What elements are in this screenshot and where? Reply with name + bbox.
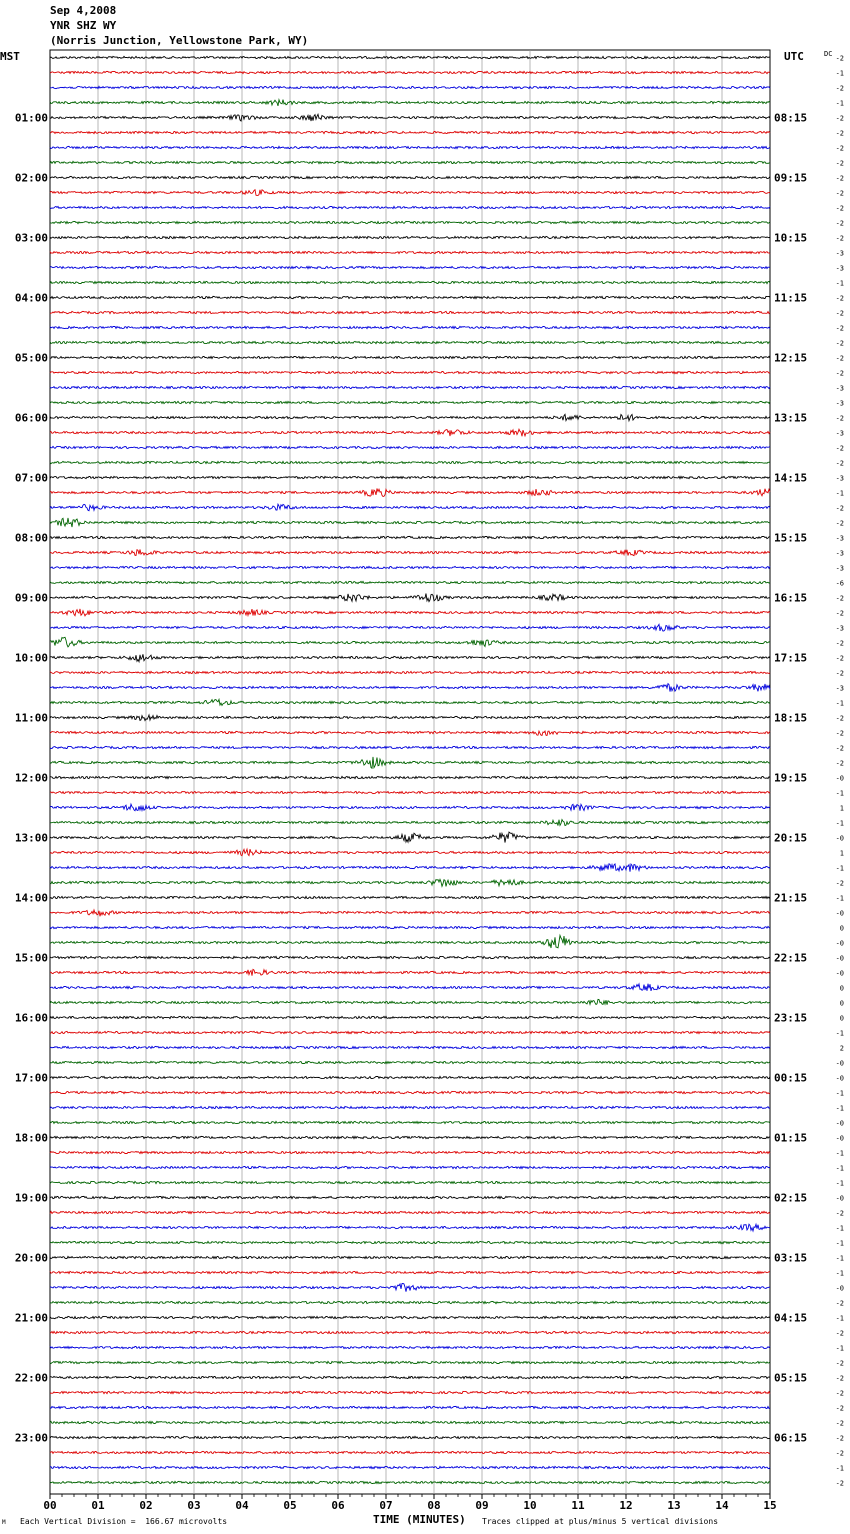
dc-offset-value: -0 bbox=[835, 1119, 844, 1128]
trace-line-29 bbox=[50, 489, 770, 497]
dc-offset-value: -0 bbox=[835, 954, 844, 963]
dc-offset-value: -2 bbox=[835, 129, 844, 138]
dc-offset-value: -1 bbox=[835, 1269, 844, 1278]
dc-offset-value: -2 bbox=[835, 1434, 844, 1443]
dc-offset-value: -0 bbox=[835, 774, 844, 783]
left-timezone-label: MST bbox=[0, 50, 20, 63]
trace-line-41 bbox=[50, 671, 770, 673]
dc-offset-value: -3 bbox=[835, 264, 844, 273]
trace-line-78 bbox=[50, 1224, 770, 1231]
trace-line-58 bbox=[50, 926, 770, 928]
x-tick-label: 05 bbox=[283, 1499, 297, 1512]
trace-line-13 bbox=[50, 251, 770, 253]
dc-offset-value: -1 bbox=[835, 864, 844, 873]
dc-offset-value: -3 bbox=[835, 399, 844, 408]
right-hour-label: 12:15 bbox=[774, 351, 808, 365]
trace-line-31 bbox=[50, 518, 770, 527]
trace-line-46 bbox=[50, 746, 770, 748]
trace-line-30 bbox=[50, 504, 770, 511]
trace-line-62 bbox=[50, 984, 770, 991]
trace-line-75 bbox=[50, 1181, 770, 1183]
scale-note: Each Vertical Division = 166.67 microvolts bbox=[20, 1517, 228, 1526]
left-hour-label: 20:00 bbox=[14, 1251, 48, 1265]
dc-offset-value: -0 bbox=[835, 1074, 844, 1083]
dc-offset-value: -2 bbox=[835, 174, 844, 183]
trace-line-95 bbox=[50, 1481, 770, 1483]
dc-offset-value: -3 bbox=[835, 684, 844, 693]
station-code: YNR SHZ WY bbox=[50, 19, 117, 32]
dc-offset-value: -1 bbox=[835, 1149, 844, 1158]
dc-offset-value: 0 bbox=[839, 924, 844, 933]
trace-line-72 bbox=[50, 1136, 770, 1138]
trace-line-52 bbox=[50, 832, 770, 843]
right-hour-label: 06:15 bbox=[774, 1431, 808, 1445]
trace-line-68 bbox=[50, 1076, 770, 1078]
right-hour-label: 13:15 bbox=[774, 411, 808, 425]
trace-line-86 bbox=[50, 1346, 770, 1348]
footer-mark: M bbox=[2, 1519, 6, 1526]
dc-offset-value: -0 bbox=[835, 909, 844, 918]
trace-line-25 bbox=[50, 429, 770, 436]
trace-line-3 bbox=[50, 100, 770, 106]
dc-offset-value: 2 bbox=[839, 1044, 844, 1053]
dc-offset-value: -1 bbox=[835, 1179, 844, 1188]
right-hour-label: 17:15 bbox=[774, 651, 808, 665]
dc-offset-value: -2 bbox=[835, 1359, 844, 1368]
trace-line-87 bbox=[50, 1361, 770, 1363]
trace-line-56 bbox=[50, 896, 770, 898]
left-hour-label: 07:00 bbox=[14, 471, 48, 485]
dc-offset-value: -0 bbox=[835, 834, 844, 843]
left-hour-label: 23:00 bbox=[14, 1431, 48, 1445]
trace-line-85 bbox=[50, 1331, 770, 1333]
dc-offset-value: -2 bbox=[835, 1449, 844, 1458]
dc-offset-value: -2 bbox=[835, 309, 844, 318]
dc-offset-value: -1 bbox=[835, 99, 844, 108]
dc-offset-value: -2 bbox=[835, 234, 844, 243]
dc-offset-value: -2 bbox=[835, 654, 844, 663]
dc-offset-value: -2 bbox=[835, 54, 844, 63]
chart-date: Sep 4,2008 bbox=[50, 4, 117, 17]
trace-line-82 bbox=[50, 1284, 770, 1292]
trace-line-57 bbox=[50, 910, 770, 916]
trace-line-36 bbox=[50, 594, 770, 602]
dc-offset-value: -2 bbox=[835, 339, 844, 348]
trace-line-12 bbox=[50, 236, 770, 238]
trace-line-65 bbox=[50, 1031, 770, 1033]
x-tick-label: 10 bbox=[523, 1499, 537, 1512]
trace-line-7 bbox=[50, 161, 770, 163]
trace-line-49 bbox=[50, 791, 770, 793]
left-hour-label: 03:00 bbox=[14, 231, 48, 245]
trace-line-42 bbox=[50, 684, 770, 692]
trace-line-92 bbox=[50, 1436, 770, 1438]
dc-offset-value: -1 bbox=[835, 1239, 844, 1248]
left-hour-label: 11:00 bbox=[14, 711, 48, 725]
right-hour-label: 01:15 bbox=[774, 1131, 808, 1145]
left-hour-label: 17:00 bbox=[14, 1071, 48, 1085]
trace-line-54 bbox=[50, 864, 770, 872]
right-hour-label: 21:15 bbox=[774, 891, 808, 905]
dc-offset-value: -2 bbox=[835, 444, 844, 453]
trace-line-76 bbox=[50, 1196, 770, 1198]
trace-line-39 bbox=[50, 637, 770, 647]
dc-offset-value: -1 bbox=[835, 1089, 844, 1098]
trace-line-61 bbox=[50, 969, 770, 975]
dc-offset-value: -2 bbox=[835, 714, 844, 723]
trace-line-11 bbox=[50, 221, 770, 223]
trace-line-19 bbox=[50, 341, 770, 343]
left-hour-label: 21:00 bbox=[14, 1311, 48, 1325]
left-hour-label: 12:00 bbox=[14, 771, 48, 785]
right-hour-label: 23:15 bbox=[774, 1011, 808, 1025]
dc-offset-value: -0 bbox=[835, 939, 844, 948]
trace-line-16 bbox=[50, 296, 770, 298]
trace-line-10 bbox=[50, 206, 770, 208]
dc-offset-value: -2 bbox=[835, 609, 844, 618]
trace-line-6 bbox=[50, 146, 770, 148]
trace-line-81 bbox=[50, 1271, 770, 1273]
dc-offset-value: -2 bbox=[835, 324, 844, 333]
trace-line-90 bbox=[50, 1406, 770, 1408]
trace-line-80 bbox=[50, 1256, 770, 1258]
right-hour-label: 05:15 bbox=[774, 1371, 808, 1385]
dc-offset-value: -2 bbox=[835, 1479, 844, 1488]
left-hour-label: 16:00 bbox=[14, 1011, 48, 1025]
dc-offset-value: -2 bbox=[835, 759, 844, 768]
trace-line-66 bbox=[50, 1046, 770, 1048]
dc-offset-value: -2 bbox=[835, 294, 844, 303]
trace-line-20 bbox=[50, 356, 770, 358]
trace-line-74 bbox=[50, 1166, 770, 1168]
dc-offset-value: -1 bbox=[835, 1224, 844, 1233]
right-hour-label: 14:15 bbox=[774, 471, 808, 485]
left-hour-label: 13:00 bbox=[14, 831, 48, 845]
left-hour-label: 04:00 bbox=[14, 291, 48, 305]
dc-offset-value: -2 bbox=[835, 669, 844, 678]
x-tick-label: 01 bbox=[91, 1499, 105, 1512]
dc-offset-value: -3 bbox=[835, 429, 844, 438]
dc-offset-value: 1 bbox=[839, 804, 844, 813]
right-hour-label: 02:15 bbox=[774, 1191, 808, 1205]
dc-offset-value: -2 bbox=[835, 1404, 844, 1413]
trace-line-91 bbox=[50, 1421, 770, 1423]
trace-line-8 bbox=[50, 176, 770, 178]
dc-offset-value: -1 bbox=[835, 489, 844, 498]
dc-offset-value: -2 bbox=[835, 879, 844, 888]
trace-line-83 bbox=[50, 1301, 770, 1303]
trace-line-45 bbox=[50, 731, 770, 735]
x-tick-label: 11 bbox=[571, 1499, 585, 1512]
dc-offset-value: -3 bbox=[835, 474, 844, 483]
dc-offset-value: -1 bbox=[835, 1104, 844, 1113]
trace-line-4 bbox=[50, 114, 770, 121]
dc-offset-value: -2 bbox=[835, 219, 844, 228]
trace-line-24 bbox=[50, 414, 770, 420]
dc-offset-value: -2 bbox=[835, 639, 844, 648]
x-tick-label: 04 bbox=[235, 1499, 249, 1512]
trace-line-93 bbox=[50, 1451, 770, 1453]
trace-line-34 bbox=[50, 566, 770, 568]
right-hour-label: 19:15 bbox=[774, 771, 808, 785]
right-hour-label: 09:15 bbox=[774, 171, 808, 185]
dc-offset-value: -2 bbox=[835, 1389, 844, 1398]
x-tick-label: 09 bbox=[475, 1499, 489, 1512]
station-location: (Norris Junction, Yellowstone Park, WY) bbox=[50, 34, 309, 47]
x-tick-label: 03 bbox=[187, 1499, 201, 1512]
dc-offset-value: -1 bbox=[835, 699, 844, 708]
left-hour-label: 06:00 bbox=[14, 411, 48, 425]
dc-offset-value: -0 bbox=[835, 1134, 844, 1143]
dc-offset-value: -3 bbox=[835, 249, 844, 258]
x-tick-label: 02 bbox=[139, 1499, 153, 1512]
left-hour-label: 02:00 bbox=[14, 171, 48, 185]
trace-line-50 bbox=[50, 804, 770, 811]
trace-line-51 bbox=[50, 820, 770, 826]
dc-offset-value: 1 bbox=[839, 849, 844, 858]
dc-offset-value: -1 bbox=[835, 1029, 844, 1038]
trace-line-60 bbox=[50, 956, 770, 958]
left-hour-label: 19:00 bbox=[14, 1191, 48, 1205]
dc-offset-value: -2 bbox=[835, 1419, 844, 1428]
dc-offset-value: -1 bbox=[835, 1164, 844, 1173]
trace-line-32 bbox=[50, 536, 770, 538]
x-tick-label: 12 bbox=[619, 1499, 633, 1512]
trace-line-38 bbox=[50, 624, 770, 631]
trace-line-27 bbox=[50, 461, 770, 463]
trace-line-28 bbox=[50, 476, 770, 478]
trace-line-55 bbox=[50, 879, 770, 886]
right-hour-label: 20:15 bbox=[774, 831, 808, 845]
dc-offset-value: -2 bbox=[835, 204, 844, 213]
right-hour-label: 04:15 bbox=[774, 1311, 808, 1325]
dc-offset-value: -2 bbox=[835, 1299, 844, 1308]
x-tick-label: 13 bbox=[667, 1499, 681, 1512]
dc-offset-value: -3 bbox=[835, 564, 844, 573]
dc-offset-value: -2 bbox=[835, 504, 844, 513]
trace-line-47 bbox=[50, 757, 770, 768]
dc-offset-value: -0 bbox=[835, 1284, 844, 1293]
trace-line-37 bbox=[50, 609, 770, 616]
trace-line-9 bbox=[50, 190, 770, 196]
trace-line-26 bbox=[50, 446, 770, 448]
left-hour-label: 05:00 bbox=[14, 351, 48, 365]
dc-offset-value: -2 bbox=[835, 159, 844, 168]
right-hour-label: 08:15 bbox=[774, 111, 808, 125]
trace-line-40 bbox=[50, 654, 770, 661]
trace-line-17 bbox=[50, 311, 770, 313]
right-hour-label: 03:15 bbox=[774, 1251, 808, 1265]
x-tick-label: 07 bbox=[379, 1499, 393, 1512]
trace-line-89 bbox=[50, 1391, 770, 1393]
dc-offset-value: -1 bbox=[835, 1344, 844, 1353]
trace-line-0 bbox=[50, 56, 770, 58]
x-tick-label: 14 bbox=[715, 1499, 729, 1512]
dc-offset-value: -6 bbox=[835, 579, 844, 588]
trace-line-53 bbox=[50, 849, 770, 856]
trace-line-5 bbox=[50, 131, 770, 133]
dc-offset-value: -2 bbox=[835, 729, 844, 738]
dc-offset-value: -3 bbox=[835, 624, 844, 633]
left-hour-label: 01:00 bbox=[14, 111, 48, 125]
dc-offset-value: 0 bbox=[839, 999, 844, 1008]
right-timezone-label: UTC bbox=[784, 50, 804, 63]
right-hour-label: 15:15 bbox=[774, 531, 808, 545]
dc-offset-value: -2 bbox=[835, 354, 844, 363]
x-axis-title: TIME (MINUTES) bbox=[373, 1513, 466, 1526]
trace-line-43 bbox=[50, 699, 770, 705]
right-hour-label: 16:15 bbox=[774, 591, 808, 605]
x-tick-label: 08 bbox=[427, 1499, 441, 1512]
left-hour-label: 08:00 bbox=[14, 531, 48, 545]
dc-offset-value: -2 bbox=[835, 1209, 844, 1218]
trace-line-73 bbox=[50, 1151, 770, 1153]
trace-line-33 bbox=[50, 550, 770, 556]
dc-offset-value: -2 bbox=[835, 519, 844, 528]
dc-offset-value: -1 bbox=[835, 69, 844, 78]
trace-line-69 bbox=[50, 1091, 770, 1093]
trace-line-15 bbox=[50, 281, 770, 283]
left-hour-label: 18:00 bbox=[14, 1131, 48, 1145]
left-hour-label: 09:00 bbox=[14, 591, 48, 605]
trace-line-1 bbox=[50, 71, 770, 73]
trace-line-59 bbox=[50, 935, 770, 948]
right-hour-label: 18:15 bbox=[774, 711, 808, 725]
trace-line-23 bbox=[50, 401, 770, 403]
trace-line-67 bbox=[50, 1061, 770, 1063]
right-hour-label: 00:15 bbox=[774, 1071, 808, 1085]
right-hour-label: 10:15 bbox=[774, 231, 808, 245]
trace-line-94 bbox=[50, 1466, 770, 1468]
x-tick-label: 15 bbox=[763, 1499, 777, 1512]
dc-offset-value: -1 bbox=[835, 819, 844, 828]
trace-line-35 bbox=[50, 581, 770, 583]
trace-line-79 bbox=[50, 1241, 770, 1243]
trace-line-48 bbox=[50, 776, 770, 778]
dc-offset-value: -1 bbox=[835, 894, 844, 903]
trace-line-63 bbox=[50, 999, 770, 1004]
dc-offset-value: -0 bbox=[835, 969, 844, 978]
left-hour-label: 15:00 bbox=[14, 951, 48, 965]
dc-offset-value: -2 bbox=[835, 459, 844, 468]
dc-offset-value: -1 bbox=[835, 279, 844, 288]
dc-offset-value: -2 bbox=[835, 1374, 844, 1383]
dc-offset-value: -2 bbox=[835, 144, 844, 153]
dc-offset-value: -2 bbox=[835, 744, 844, 753]
dc-offset-value: -2 bbox=[835, 114, 844, 123]
trace-line-2 bbox=[50, 86, 770, 88]
dc-offset-value: -1 bbox=[835, 789, 844, 798]
dc-offset-value: -2 bbox=[835, 369, 844, 378]
trace-line-22 bbox=[50, 386, 770, 388]
dc-offset-header: DC bbox=[824, 50, 833, 58]
dc-offset-value: 0 bbox=[839, 1014, 844, 1023]
trace-line-71 bbox=[50, 1121, 770, 1123]
dc-offset-value: -2 bbox=[835, 594, 844, 603]
dc-offset-value: 0 bbox=[839, 984, 844, 993]
dc-offset-value: -1 bbox=[835, 1314, 844, 1323]
left-hour-label: 10:00 bbox=[14, 651, 48, 665]
trace-line-88 bbox=[50, 1376, 770, 1378]
trace-line-18 bbox=[50, 326, 770, 328]
dc-offset-value: -2 bbox=[835, 1329, 844, 1338]
dc-offset-value: -2 bbox=[835, 84, 844, 93]
dc-offset-value: -2 bbox=[835, 414, 844, 423]
x-tick-label: 00 bbox=[43, 1499, 57, 1512]
dc-offset-value: -3 bbox=[835, 549, 844, 558]
dc-offset-value: -1 bbox=[835, 1254, 844, 1263]
dc-offset-value: -3 bbox=[835, 534, 844, 543]
trace-line-64 bbox=[50, 1016, 770, 1018]
dc-offset-value: -0 bbox=[835, 1194, 844, 1203]
trace-line-44 bbox=[50, 715, 770, 721]
trace-line-21 bbox=[50, 371, 770, 373]
right-hour-label: 22:15 bbox=[774, 951, 808, 965]
dc-offset-value: -2 bbox=[835, 189, 844, 198]
left-hour-label: 14:00 bbox=[14, 891, 48, 905]
dc-offset-value: -3 bbox=[835, 384, 844, 393]
x-tick-label: 06 bbox=[331, 1499, 345, 1512]
trace-line-14 bbox=[50, 266, 770, 268]
dc-offset-value: -0 bbox=[835, 1059, 844, 1068]
trace-line-77 bbox=[50, 1211, 770, 1213]
dc-offset-value: -1 bbox=[835, 1464, 844, 1473]
trace-line-70 bbox=[50, 1106, 770, 1108]
trace-line-84 bbox=[50, 1316, 770, 1318]
plot-frame bbox=[50, 50, 770, 1494]
left-hour-label: 22:00 bbox=[14, 1371, 48, 1385]
right-hour-label: 11:15 bbox=[774, 291, 808, 305]
clip-note: Traces clipped at plus/minus 5 vertical divisions bbox=[482, 1517, 719, 1526]
